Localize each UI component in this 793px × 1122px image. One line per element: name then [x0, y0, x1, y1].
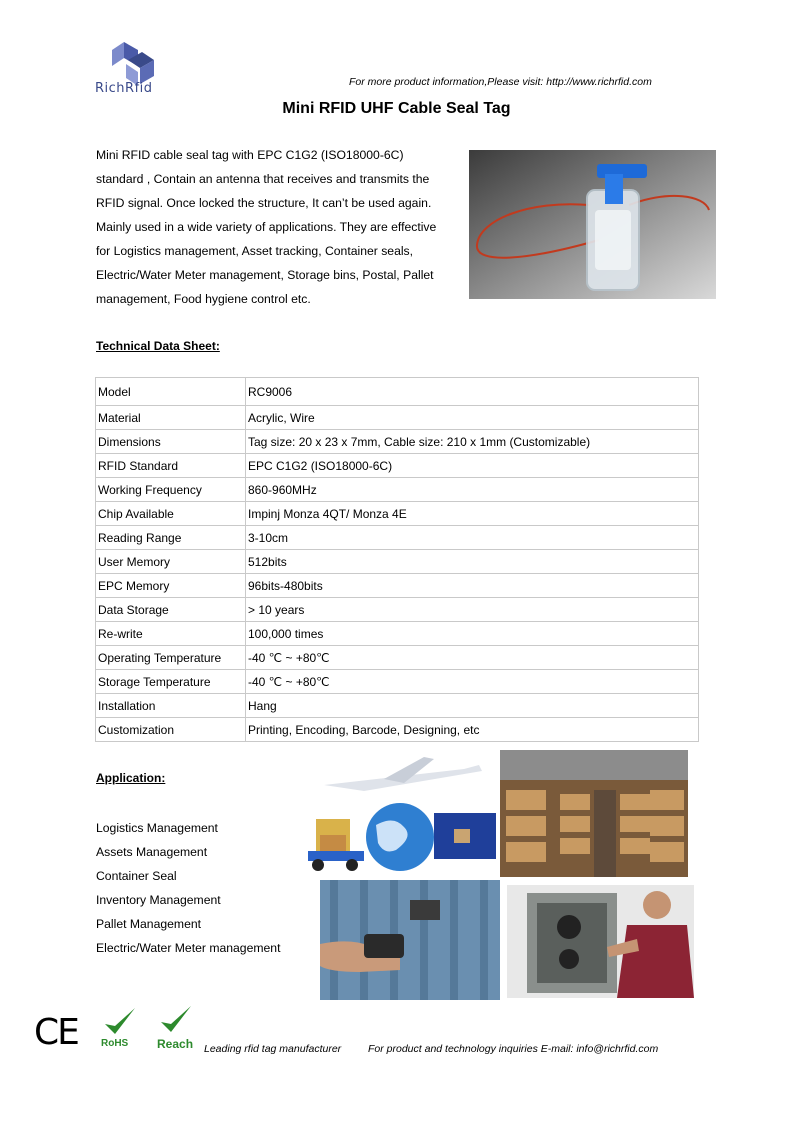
spec-value: EPC C1G2 (ISO18000-6C) — [246, 454, 699, 478]
spec-value: RC9006 — [246, 378, 699, 406]
spec-key: EPC Memory — [96, 574, 246, 598]
table-row — [96, 646, 699, 670]
technical-data-title: Technical Data Sheet: — [96, 339, 220, 353]
table-row — [96, 406, 699, 430]
application-title: Application: — [96, 771, 166, 785]
table-row — [96, 478, 699, 502]
spec-key: Material — [96, 406, 246, 430]
intro-line: management, Food hygiene control etc. — [96, 292, 311, 306]
intro-paragraph — [96, 143, 461, 311]
list-item: Pallet Management — [96, 917, 202, 931]
table-row — [96, 718, 699, 742]
spec-value: > 10 years — [246, 598, 699, 622]
brand-name: RichRfid — [95, 81, 153, 96]
spec-value: Impinj Monza 4QT/ Monza 4E — [246, 502, 699, 526]
spec-key: Installation — [96, 694, 246, 718]
spec-key: Model — [96, 378, 246, 406]
table-row — [96, 526, 699, 550]
rohs-label: RoHS — [101, 1038, 129, 1049]
ce-mark: CE — [34, 1012, 78, 1053]
spec-value: Acrylic, Wire — [246, 406, 699, 430]
spec-value: 96bits-480bits — [246, 574, 699, 598]
spec-value: Hang — [246, 694, 699, 718]
spec-key: Customization — [96, 718, 246, 742]
spec-value: Tag size: 20 x 23 x 7mm, Cable size: 210 x 1mm (Customizable) — [246, 430, 699, 454]
spec-key: Storage Temperature — [96, 670, 246, 694]
footer-tagline: Leading rfid tag manufacturer — [204, 1043, 342, 1055]
list-item: Assets Management — [96, 845, 208, 859]
list-item: Inventory Management — [96, 893, 221, 907]
warehouse-image — [500, 750, 688, 877]
spec-key: User Memory — [96, 550, 246, 574]
spec-key: Reading Range — [96, 526, 246, 550]
application-list — [96, 816, 280, 960]
container-scan-image — [320, 880, 500, 1000]
reach-check-icon — [159, 1004, 193, 1036]
table-row — [96, 378, 699, 406]
spec-key: Re-write — [96, 622, 246, 646]
spec-value: 512bits — [246, 550, 699, 574]
logistics-image — [304, 755, 500, 875]
table-row — [96, 502, 699, 526]
table-row — [96, 454, 699, 478]
table-row — [96, 550, 699, 574]
spec-value: 860-960MHz — [246, 478, 699, 502]
spec-table — [95, 377, 699, 742]
table-row — [96, 598, 699, 622]
rohs-check-icon — [103, 1006, 137, 1038]
meter-management-image — [507, 885, 694, 998]
intro-line: standard , Contain an antenna that receives and transmits the — [96, 172, 430, 186]
footer-contact: For product and technology inquiries E-mail: info@richrfid.com — [368, 1043, 659, 1055]
table-row — [96, 670, 699, 694]
list-item: Container Seal — [96, 869, 177, 883]
intro-line: for Logistics management, Asset tracking, Container seals, — [96, 244, 414, 258]
spec-value: -40 ℃ ~ +80℃ — [246, 670, 699, 694]
page-title: Mini RFID UHF Cable Seal Tag — [282, 100, 511, 117]
table-row — [96, 622, 699, 646]
spec-value: 100,000 times — [246, 622, 699, 646]
list-item: Electric/Water Meter management — [96, 941, 281, 955]
spec-value: -40 ℃ ~ +80℃ — [246, 646, 699, 670]
spec-value: 3-10cm — [246, 526, 699, 550]
intro-line: Mini RFID cable seal tag with EPC C1G2 (ISO18000-6C) — [96, 148, 404, 162]
spec-key: Operating Temperature — [96, 646, 246, 670]
table-row — [96, 430, 699, 454]
spec-key: Data Storage — [96, 598, 246, 622]
intro-line: RFID signal. Once locked the structure, It can’t be used again. — [96, 196, 432, 210]
visit-website-text: For more product information,Please visit: http://www.richrfid.com — [349, 76, 652, 88]
spec-key: RFID Standard — [96, 454, 246, 478]
table-row — [96, 574, 699, 598]
spec-key: Dimensions — [96, 430, 246, 454]
table-row — [96, 694, 699, 718]
intro-line: Electric/Water Meter management, Storage bins, Postal, Pallet — [96, 268, 434, 282]
spec-key: Chip Available — [96, 502, 246, 526]
spec-key: Working Frequency — [96, 478, 246, 502]
intro-line: Mainly used in a wide variety of applications. They are effective — [96, 220, 437, 234]
cable-seal-product-image — [469, 150, 716, 299]
spec-value: Printing, Encoding, Barcode, Designing, etc — [246, 718, 699, 742]
list-item: Logistics Management — [96, 821, 218, 835]
reach-label: Reach — [157, 1037, 194, 1051]
